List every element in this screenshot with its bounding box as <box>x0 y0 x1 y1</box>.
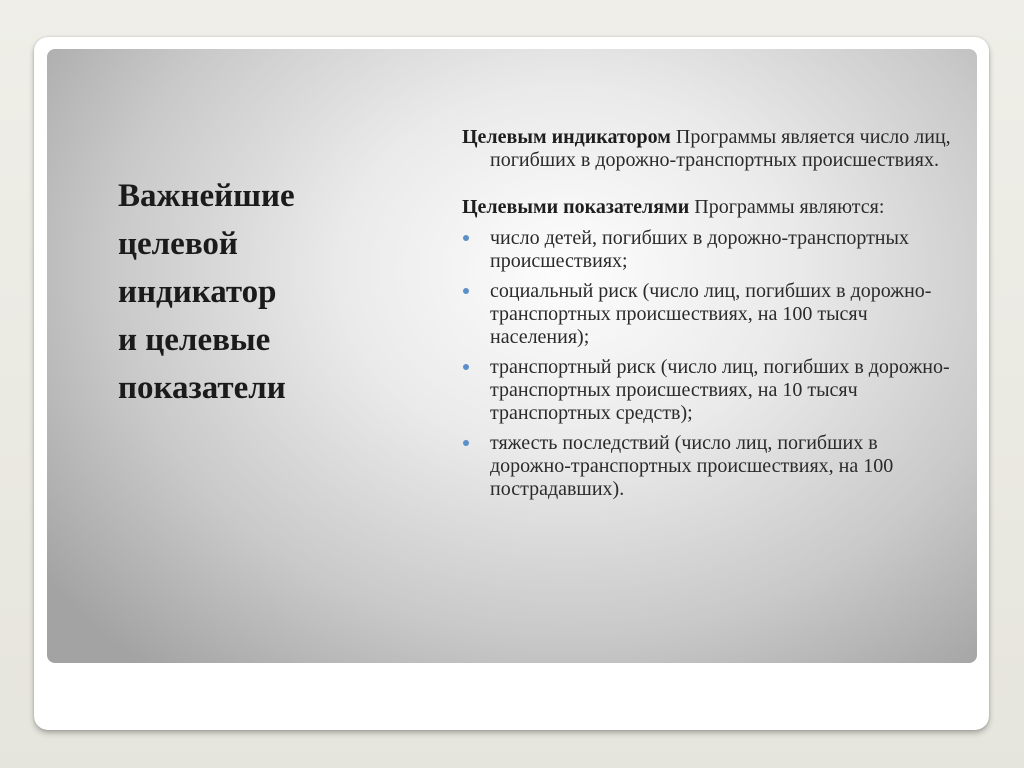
slide-content <box>462 126 962 508</box>
title-line: и целевые <box>118 322 271 358</box>
metrics-text: Программы являются: <box>689 196 885 218</box>
metrics-label: Целевыми показателями <box>462 196 690 218</box>
blue-dot-icon <box>463 288 469 294</box>
blue-dot-icon <box>463 364 469 370</box>
list-item-text: тяжесть последствий (число лиц, погибших в дорожно-транспортных происшествиях, на 100 пострадавших). <box>490 432 894 500</box>
slide-title <box>118 172 358 412</box>
title-line: показатели <box>118 370 286 406</box>
list-item-text: число детей, погибших в дорожно-транспортных происшествиях; <box>490 227 909 272</box>
indicator-label: Целевым индикатором <box>462 126 671 148</box>
metrics-paragraph <box>462 196 962 219</box>
list-item-text: социальный риск (число лиц, погибших в дорожно-транспортных происшествиях, на 100 тысяч населения); <box>490 280 932 348</box>
title-line: целевой <box>118 226 238 262</box>
title-line: индикатор <box>118 274 277 310</box>
list-item <box>462 356 962 425</box>
blue-dot-icon <box>463 235 469 241</box>
list-item <box>462 227 962 273</box>
blue-dot-icon <box>463 440 469 446</box>
indicator-text: Программы является число лиц, погибших в дорожно-транспортных происшествиях. <box>490 126 951 171</box>
list-item <box>462 432 962 501</box>
title-line: Важнейшие <box>118 178 295 214</box>
list-item-text: транспортный риск (число лиц, погибших в дорожно-транспортных происшествиях, на 10 тысяч транспортных средств); <box>490 356 950 424</box>
indicator-paragraph <box>462 126 962 172</box>
list-item <box>462 280 962 349</box>
metrics-list <box>462 227 962 501</box>
